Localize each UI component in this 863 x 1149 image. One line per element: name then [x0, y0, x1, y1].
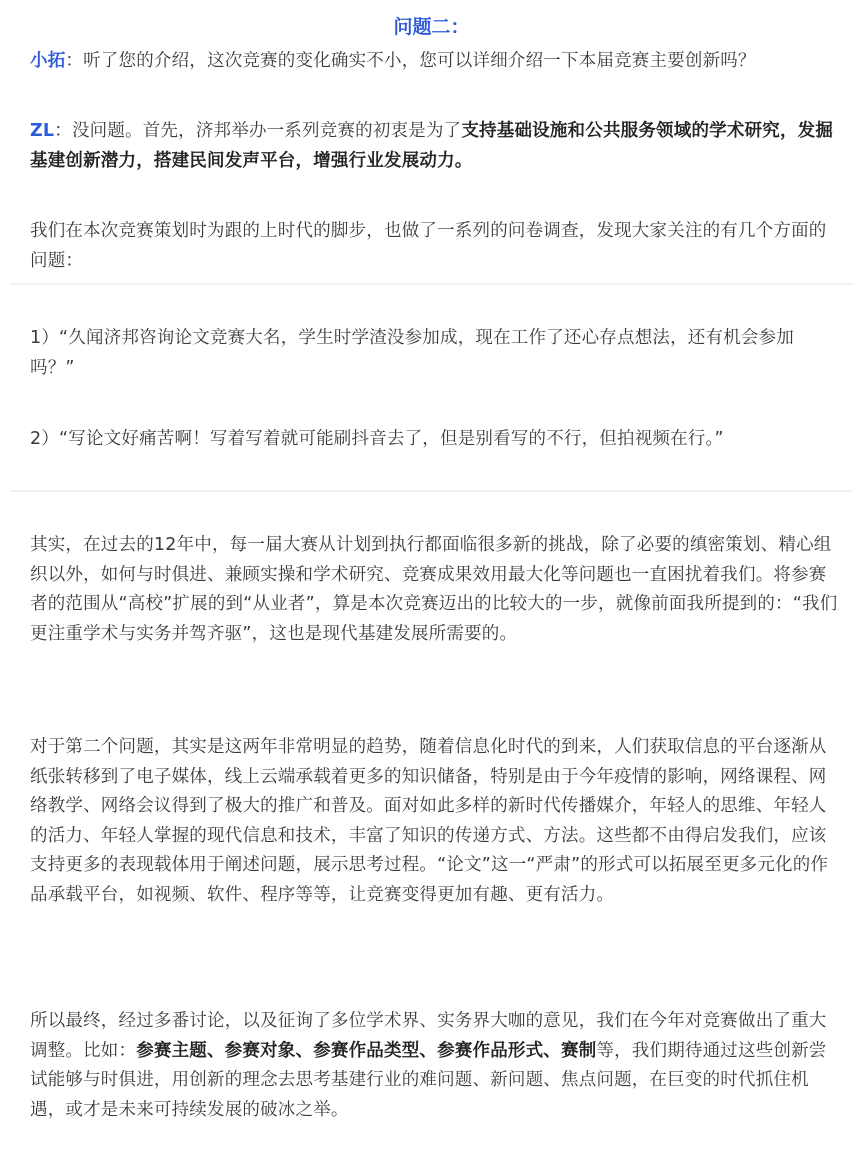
interviewee-answer — [30, 117, 838, 176]
conclusion-paragraph — [30, 1007, 838, 1125]
speaker-name-interviewer: 小拓 — [30, 51, 66, 71]
section-title: 问题二： — [393, 16, 470, 38]
survey-paragraph: 我们在本次竞赛策划时为跟的上时代的脚步，也做了一系列的问卷调查，发现大家关注的有几个方面的问题： — [30, 221, 827, 271]
interviewer-question — [30, 47, 838, 77]
media-paragraph: 对于第二个问题，其实是这两年非常明显的趋势，随着信息化时代的到来，人们获取信息的平台逐渐从纸张转移到了电子媒体，线上云端承载着更多的知识储备，特别是由于今年疫情的影响，网络课程、网络教学、网络会议得到了极大的推广和普及。面对如此多样的新时代传播媒介，年轻人的思维、年轻人的活力、年轻人掌握的现代信息和技术，丰富了知识的传递方式、方法。这些都不由得启发我们，应该支持更多的表现载体用于阐述问题，展示思考过程。“论文”这一“严肃”的形式可以拓展至更多元化的作品承载平台，如视频、软件、程序等等，让竞赛变得更加有趣、更有活力。 — [30, 737, 829, 905]
question-item-2: 2）“写论文好痛苦啊！写着写着就可能刷抖音去了，但是别看写的不行，但拍视频在行。” — [30, 429, 724, 449]
divider-top — [10, 283, 853, 285]
question-item-1: 1）“久闻济邦咨询论文竞赛大名，学生时学渣没参加成，现在工作了还心存点想法，还有机会参加吗？” — [30, 328, 794, 378]
divider-bottom — [10, 490, 853, 492]
challenge-paragraph: 其实，在过去的12年中，每一届大赛从计划到执行都面临很多新的挑战，除了必要的缜密策划、精心组织以外，如何与时俱进、兼顾实操和学术研究、竞赛成果效用最大化等问题也一直困扰着我们。将参赛者的范围从“高校”扩展的到“从业者”，算是本次竞赛迈出的比较大的一步，就像前面我所提到的：“我们更注重学术与实务并驾齐驱”，这也是现代基建发展所需要的。 — [30, 535, 838, 644]
conclusion-text-end: 等，我们期待通过这些创新尝试能够与时俱进，用创新的理念去思考基建行业的难问题、新问题、焦点问题，在巨变的时代抓住机遇，或才是未来可持续发展的破冰之举。 — [30, 1040, 827, 1120]
speaker-name-interviewee: ZL — [30, 121, 55, 141]
conclusion-text: 所以最终，经过多番讨论，以及征询了多位学术界、实务界大咖的意见，我们在今年对竞赛做出了重大调整。比如： — [30, 1011, 827, 1061]
answer-text: ：没问题。首先，济邦举办一系列竞赛的初衷是为了 — [54, 121, 462, 141]
answer-bold-text: 支持基础设施和公共服务领域的学术研究，发掘基建创新潜力，搭建民间发声平台，增强行业发展动力。 — [30, 121, 834, 171]
conclusion-bold-text: 参赛主题、参赛对象、参赛作品类型、参赛作品形式、赛制 — [136, 1040, 597, 1061]
question-text: ：听了您的介绍，这次竞赛的变化确实不小，您可以详细介绍一下本届竞赛主要创新吗？ — [65, 51, 756, 71]
